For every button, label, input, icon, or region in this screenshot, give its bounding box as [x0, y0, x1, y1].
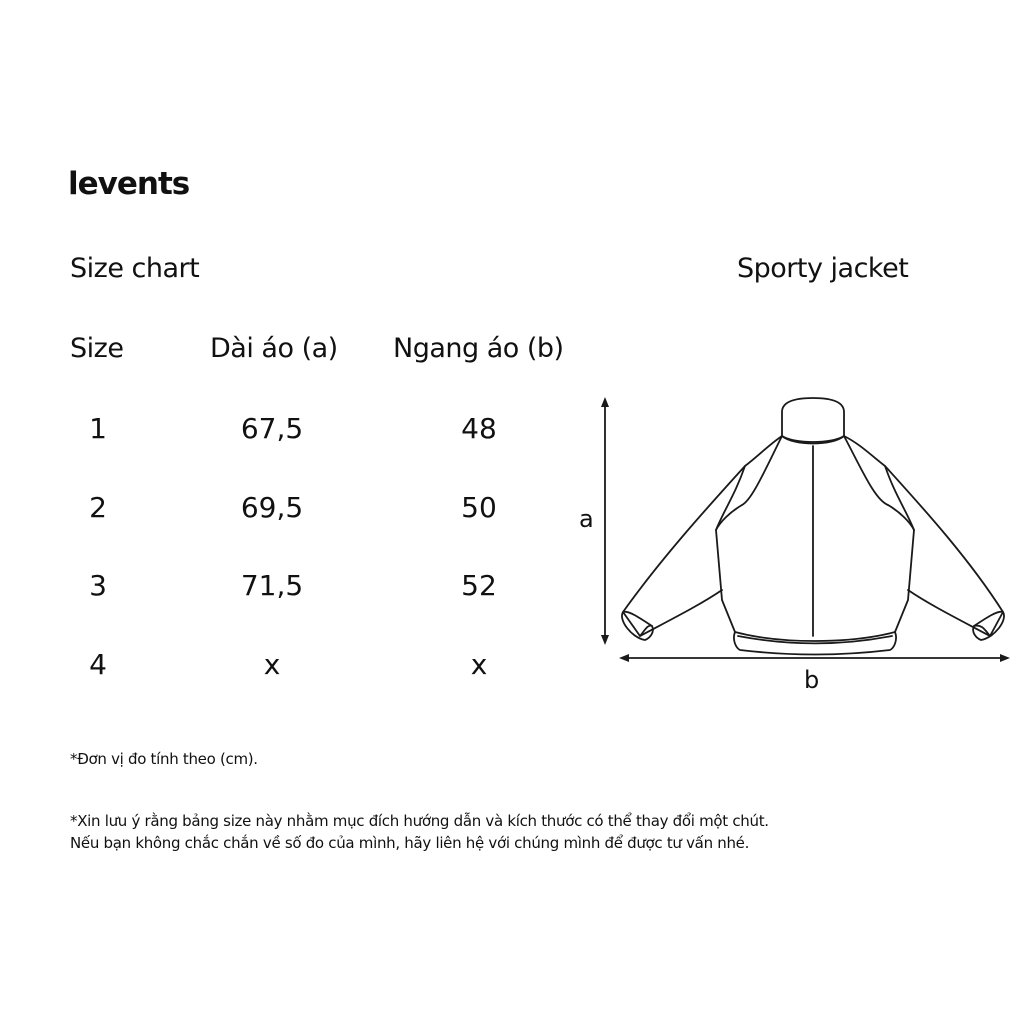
cell-width: 50 — [461, 491, 497, 524]
cell-width: 52 — [461, 569, 497, 602]
cell-size: 3 — [89, 569, 107, 602]
header-width: Ngang áo (b) — [393, 333, 564, 364]
product-name: Sporty jacket — [737, 253, 909, 284]
header-size: Size — [70, 333, 124, 364]
cell-length: 67,5 — [240, 412, 304, 445]
cell-length: x — [263, 648, 281, 681]
header-length: Dài áo (a) — [210, 333, 338, 364]
disclaimer-line-2: Nếu bạn không chắc chắn về số đo của mình, hãy liên hệ với chúng mình để được tư vấn nhé. — [70, 834, 750, 852]
disclaimer-note — [70, 810, 769, 854]
cell-length: 69,5 — [240, 491, 304, 524]
cell-size: 4 — [89, 648, 107, 681]
cell-size: 1 — [89, 412, 107, 445]
brand-logo: levents — [68, 166, 190, 202]
cell-width: 48 — [461, 412, 497, 445]
cell-size: 2 — [89, 491, 107, 524]
chart-title: Size chart — [70, 253, 200, 284]
disclaimer-line-1: *Xin lưu ý rằng bảng size này nhằm mục đích hướng dẫn và kích thước có thể thay đổi một chút. — [70, 812, 769, 830]
cell-width: x — [470, 648, 488, 681]
unit-note: *Đơn vị đo tính theo (cm). — [70, 750, 258, 768]
cell-length: 71,5 — [240, 569, 304, 602]
dimension-label-b: b — [804, 666, 820, 694]
dimension-label-a: a — [579, 505, 594, 533]
jacket-outline-icon — [560, 380, 1024, 710]
